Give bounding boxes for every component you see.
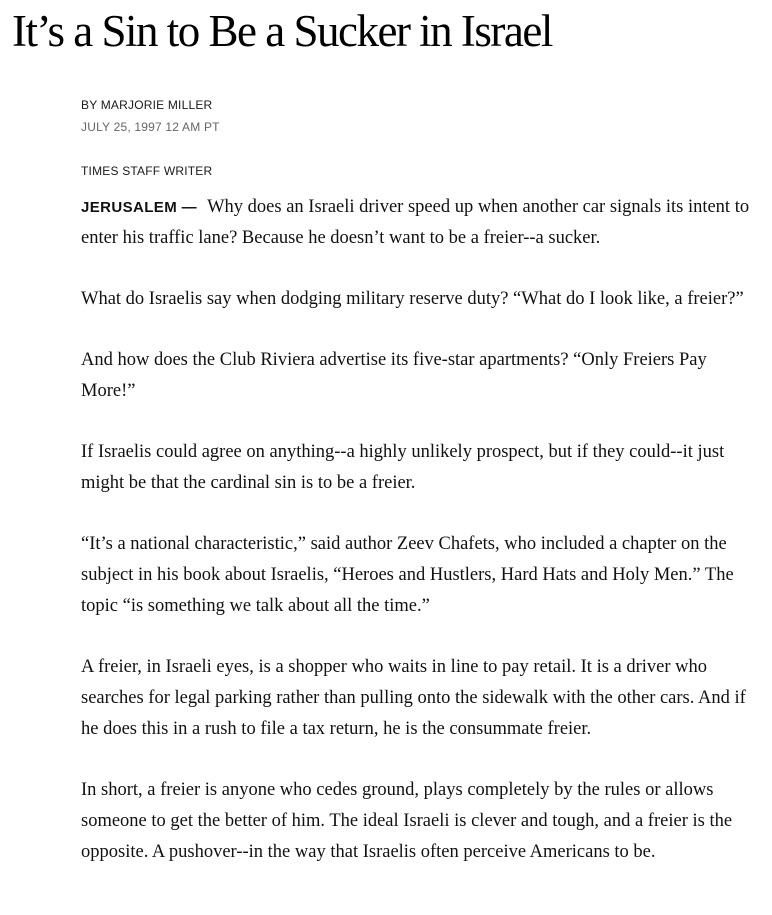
publish-date: JULY 25, 1997 12 AM PT [81, 120, 220, 134]
paragraph-text: Why does an Israeli driver speed up when another car signals its intent to enter his traffic lane? Because he doesn’t want to be a freier--a sucker. [81, 197, 750, 248]
article-paragraph [81, 192, 753, 254]
dateline-location: JERUSALEM — [81, 199, 198, 216]
article-paragraph: “It’s a national characteristic,” said author Zeev Chafets, who included a chapter on the subject in his book about Israelis, “Heroes and Hustlers, Hard Hats and Holy Men.” The topic “is something we talk about all the time.” [81, 534, 734, 616]
article-paragraph: And how does the Club Riviera advertise its five-star apartments? “Only Freiers Pay More!” [81, 350, 707, 401]
article-meta [81, 94, 761, 182]
byline[interactable]: BY MARJORIE MILLER [81, 98, 213, 112]
article-paragraph: A freier, in Israeli eyes, is a shopper who waits in line to pay retail. It is a driver who searches for legal parking rather than pulling onto the sidewalk with the other cars. And if he does this in a rush to file a tax return, he is the consummate freier. [81, 657, 746, 739]
article-paragraph: In short, a freier is anyone who cedes ground, plays completely by the rules or allows someone to get the better of him. The ideal Israeli is clever and tough, and a freier is the opposite. A pushover--in the way that Israelis often perceive Americans to be. [81, 780, 733, 862]
article-headline: It’s a Sin to Be a Sucker in Israel [12, 6, 552, 56]
article-paragraph: If Israelis could agree on anything--a highly unlikely prospect, but if they could--it just might be that the cardinal sin is to be a freier. [81, 442, 725, 493]
article-body [81, 192, 753, 898]
article-paragraph: What do Israelis say when dodging military reserve duty? “What do I look like, a freier?” [81, 289, 744, 309]
staff-writer-label: TIMES STAFF WRITER [81, 164, 213, 178]
